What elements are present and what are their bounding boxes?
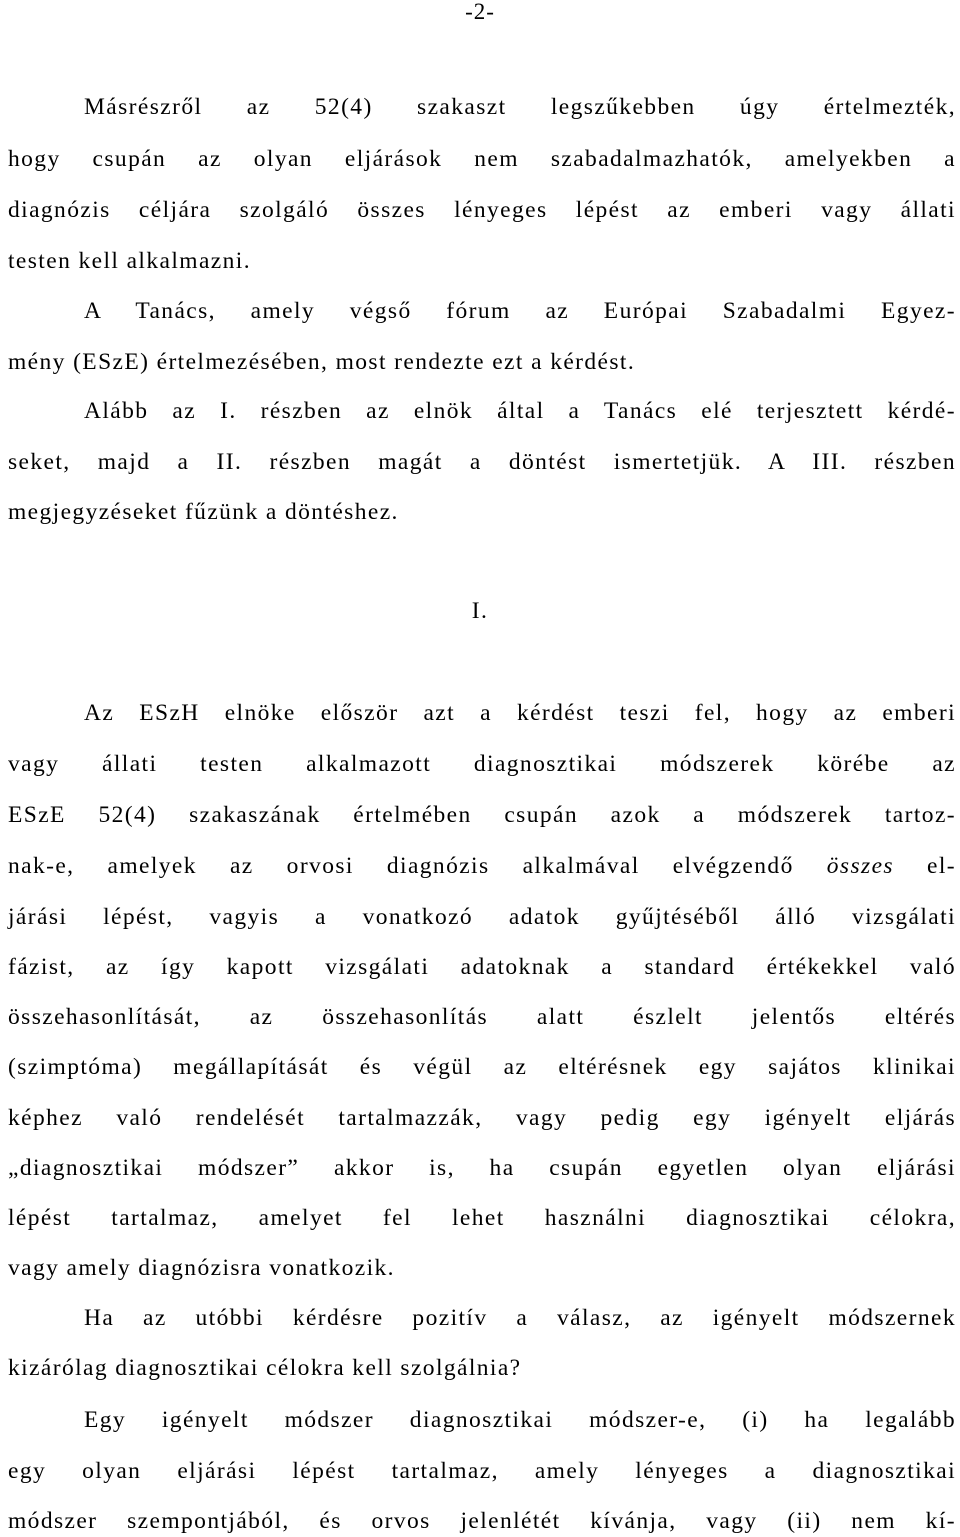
text-line: egy olyan eljárási lépést tartalmaz, amely lényeges a diagnosztikai	[8, 1458, 956, 1484]
text-line: A Tanács, amely végső fórum az Európai Szabadalmi Egyez-	[84, 298, 956, 324]
text-line: „diagnosztikai módszer” akkor is, ha csupán egyetlen olyan eljárási	[8, 1155, 956, 1181]
text-line: kizárólag diagnosztikai célokra kell szolgálnia?	[8, 1355, 522, 1381]
text-line: testen kell alkalmazni.	[8, 248, 251, 274]
page-number: -2-	[465, 0, 495, 24]
text-line: járási lépést, vagyis a vonatkozó adatok gyűjtéséből álló vizsgálati	[8, 904, 956, 930]
text-line: (szimptóma) megállapítását és végül az eltérésnek egy sajátos klinikai	[8, 1054, 956, 1080]
italic-emphasis: összes	[826, 853, 894, 879]
text-segment: nak-e, amelyek az orvosi diagnózis alkalmával elvégzendő	[8, 853, 794, 879]
text-line: fázist, az így kapott vizsgálati adatoknak a standard értékekkel való	[8, 954, 956, 980]
text-line: hogy csupán az olyan eljárások nem szabadalmazhatók, amelyekben a	[8, 146, 956, 172]
text-line: Ha az utóbbi kérdésre pozitív a válasz, az igényelt módszernek	[84, 1305, 956, 1331]
text-line: megjegyzéseket fűzünk a döntéshez.	[8, 499, 399, 525]
text-line: seket, majd a II. részben magát a döntést ismertetjük. A III. részben	[8, 449, 956, 475]
text-line: vagy amely diagnózisra vonatkozik.	[8, 1255, 395, 1281]
text-line: módszer szempontjából, és orvos jelenlétét kívánja, vagy (ii) nem kí-	[8, 1508, 956, 1534]
text-segment: el-	[927, 853, 957, 879]
text-line: mény (ESzE) értelmezésében, most rendezte ezt a kérdést.	[8, 349, 636, 375]
text-line: lépést tartalmaz, amelyet fel lehet használni diagnosztikai célokra,	[8, 1205, 956, 1231]
text-line: összehasonlítását, az összehasonlítás alatt észlelt jelentős eltérés	[8, 1004, 956, 1030]
text-line	[8, 851, 956, 881]
text-line: Másrészről az 52(4) szakaszt legszűkebben úgy értelmezték,	[84, 94, 956, 120]
text-line: Alább az I. részben az elnök által a Tanács elé terjesztett kérdé-	[84, 398, 956, 424]
text-line: ESzE 52(4) szakaszának értelmében csupán azok a módszerek tartoz-	[8, 802, 956, 828]
text-line: vagy állati testen alkalmazott diagnosztikai módszerek körébe az	[8, 751, 956, 777]
text-line: képhez való rendelését tartalmazzák, vagy pedig egy igényelt eljárás	[8, 1105, 956, 1131]
text-line: Egy igényelt módszer diagnosztikai módszer-e, (i) ha legalább	[84, 1407, 956, 1433]
text-line: diagnózis céljára szolgáló összes lényeges lépést az emberi vagy állati	[8, 197, 956, 223]
section-heading: I.	[471, 598, 489, 624]
text-line: Az ESzH elnöke először azt a kérdést teszi fel, hogy az emberi	[84, 700, 956, 726]
